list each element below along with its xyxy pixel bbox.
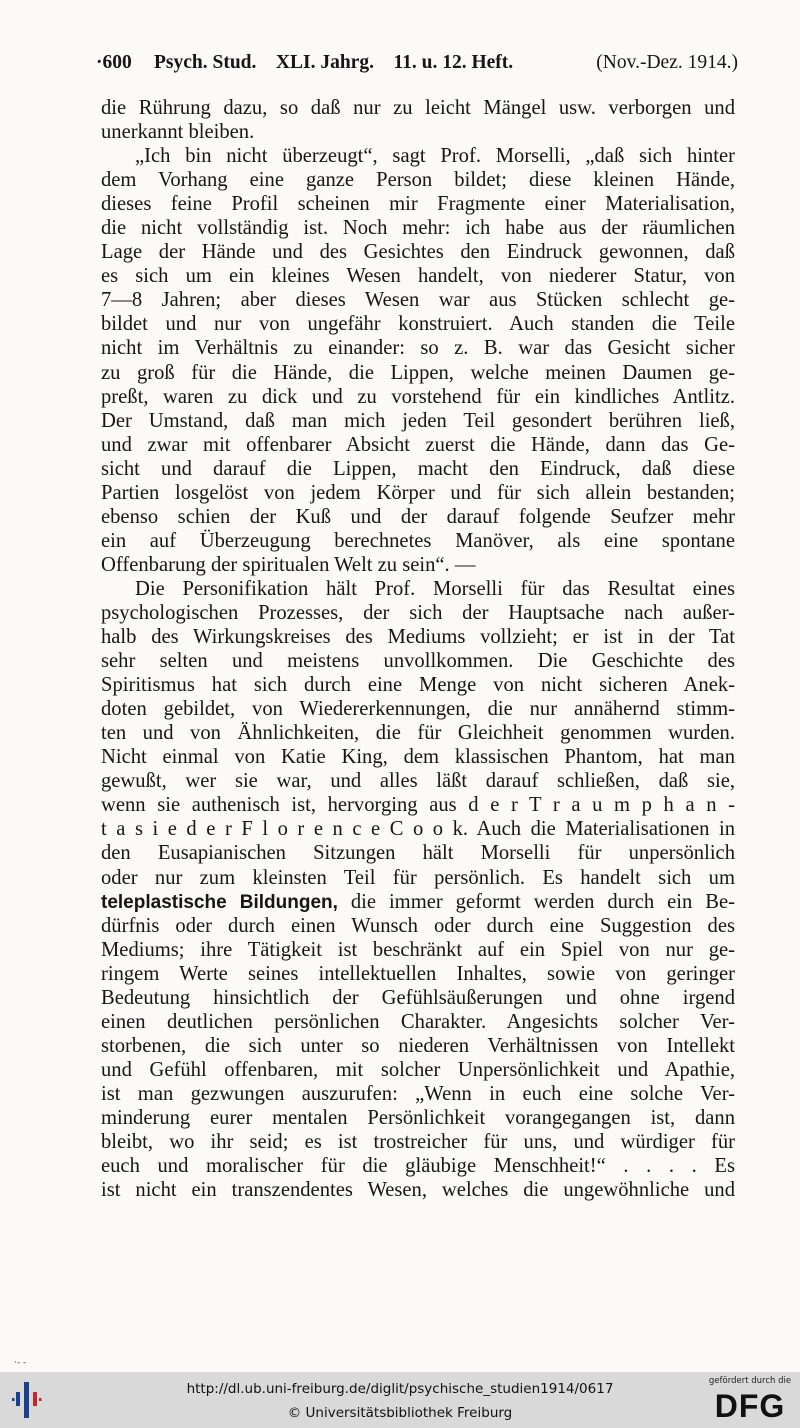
text-line: die nicht vollständig ist. Noch mehr: ich habe aus der räumlichen [101, 217, 735, 240]
viewer-footer [0, 1372, 800, 1428]
text-line: ten und von Ähnlichkeiten, die für Gleichheit genommen wurden. [101, 722, 735, 745]
text-line: t a s i e d e r F l o r e n c e C o o k. Auch die Materialisationen in [101, 818, 735, 841]
text-line: Lage der Hände und des Gesichtes den Eindruck gewonnen, daß [101, 241, 735, 264]
journal-volume: XLI. Jahrg. [275, 52, 374, 73]
text-line: sehr selten und meistens unvollkommen. Die Geschichte des [101, 650, 735, 673]
text-line: halb des Wirkungskreises des Mediums vollzieht; er ist in der Tat [101, 626, 735, 649]
text-line: dieses feine Profil scheinen mir Fragmente einer Materialisation, [101, 193, 735, 216]
permalink-url[interactable]: http://dl.ub.uni-freiburg.de/diglit/psychische_studien1914/0617 [186, 1381, 614, 1397]
text-line: dem Vorhang eine ganze Person bildet; diese kleinen Hände, [101, 169, 735, 192]
text-line: oder nur zum kleinsten Teil für persönlich. Es handelt sich um [101, 866, 735, 889]
text-line-with-emphasis [101, 890, 735, 914]
journal-name: Psych. Stud. [154, 52, 257, 73]
text-line: einen deutlichen persönlichen Charakter. Angesichts solcher Ver- [101, 1010, 735, 1033]
running-head-title [154, 52, 513, 74]
text-line: ein auf Überzeugung berechnetes Manöver, als eine spontane [101, 529, 735, 552]
text-line: gewußt, wer sie war, und alles läßt darauf schließen, daß sie, [101, 770, 735, 793]
text-line: Bedeutung hinsichtlich der Gefühlsäußerungen und ohne irgend [101, 986, 735, 1009]
text-line: 7—8 Jahren; aber dieses Wesen war aus Stücken schlecht ge- [101, 289, 735, 312]
text-line: Offenbarung der spiritualen Welt zu sein“. — [101, 553, 476, 576]
text-line: Partien losgelöst von jedem Körper und für sich allein bestanden; [101, 481, 735, 504]
journal-issue: 11. u. 12. Heft. [393, 52, 514, 73]
text-line: sicht und darauf die Lippen, macht den Eindruck, daß diese [101, 457, 735, 480]
issue-date: (Nov.-Dez. 1914.) [596, 52, 738, 73]
text-line: bildet und nur von ungefähr konstruiert. Auch standen die Teile [101, 313, 735, 336]
text-line: dürfnis oder durch einen Wunsch oder durch eine Suggestion des [101, 914, 735, 937]
text-line: ist nicht ein transzendentes Wesen, welches die ungewöhnliche und [101, 1179, 735, 1202]
text-line: den Eusapianischen Sitzungen hält Morselli für unpersönlich [101, 842, 735, 865]
text-line: preßt, waren zu dick und zu vorstehend für ein kindliches Antlitz. [101, 385, 735, 408]
text-line: unerkannt bleiben. [101, 121, 255, 144]
text-line: storbenen, die sich unter so niederen Verhältnissen von Intellekt [101, 1034, 735, 1057]
text-line: Mediums; ihre Tätigkeit ist beschränkt auf ein Spiel von nur ge- [101, 938, 735, 961]
text-line: ringem Werte seines intellektuellen Inhaltes, sowie von geringer [101, 962, 735, 985]
copyright-notice: © Universitätsbibliothek Freiburg [287, 1405, 513, 1421]
text-line: und zwar mit offenbarer Absicht zuerst die Hände, dann das Ge- [101, 433, 735, 456]
text-line: psychologischen Prozesses, der sich der Hauptsache nach außer- [101, 601, 735, 624]
text-line: doten gebildet, von Wiedererkennungen, die nur annähernd stimm- [101, 698, 735, 721]
text-line: bleibt, wo ihr seid; es ist trostreicher für uns, und würdiger für [101, 1131, 735, 1154]
text-line: die Rührung dazu, so daß nur zu leicht Mängel usw. verborgen und [101, 97, 735, 119]
dfg-logo: DFG [714, 1388, 786, 1424]
text-line: ist man gezwungen auszurufen: „Wenn in euch eine solche Ver- [101, 1082, 735, 1105]
text-line: Nicht einmal von Katie King, dem klassischen Phantom, hat man [101, 746, 735, 769]
text-line: zu groß für die Hände, die Lippen, welche meinen Daumen ge- [101, 361, 735, 384]
text-line: Spiritismus hat sich durch eine Menge von nicht sicheren Anek- [101, 674, 735, 697]
text-line: und Gefühl offenbaren, mit solcher Unpersönlichkeit und Apathie, [101, 1058, 735, 1081]
emphasized-term: teleplastische Bildungen, [101, 891, 338, 913]
text-line: minderung eurer mentalen Persönlichkeit vorangegangen ist, dann [101, 1106, 735, 1129]
text-line: Die Personifikation hält Prof. Morselli für das Resultat eines [135, 577, 735, 600]
scan-edge-marks: ·- - [14, 1358, 27, 1368]
text-fragment: die immer geformt werden durch ein Be- [337, 890, 735, 913]
text-line: es sich um ein kleines Wesen handelt, von niederer Statur, von [101, 265, 735, 288]
text-line: Der Umstand, daß man mich jeden Teil gesondert berühren ließ, [101, 409, 735, 432]
text-line: nicht im Verhältnis zu einander: so z. B. war das Gesicht sicher [101, 337, 735, 360]
page-number: ·600 [96, 52, 132, 73]
text-line: wenn sie authenisch ist, hervorging aus d e r T r a u m p h a n - [101, 794, 735, 817]
dfg-caption: gefördert durch die [708, 1376, 792, 1386]
dfg-funding-badge [706, 1376, 794, 1426]
running-head [96, 52, 738, 82]
text-line: ebenso schien der Kuß und der darauf folgende Seufzer mehr [101, 505, 735, 528]
body-text [101, 96, 735, 1202]
text-line: euch und moralischer für die gläubige Menschheit!“ . . . . Es [101, 1155, 735, 1178]
text-line: „Ich bin nicht überzeugt“, sagt Prof. Morselli, „daß sich hinter [135, 145, 735, 168]
